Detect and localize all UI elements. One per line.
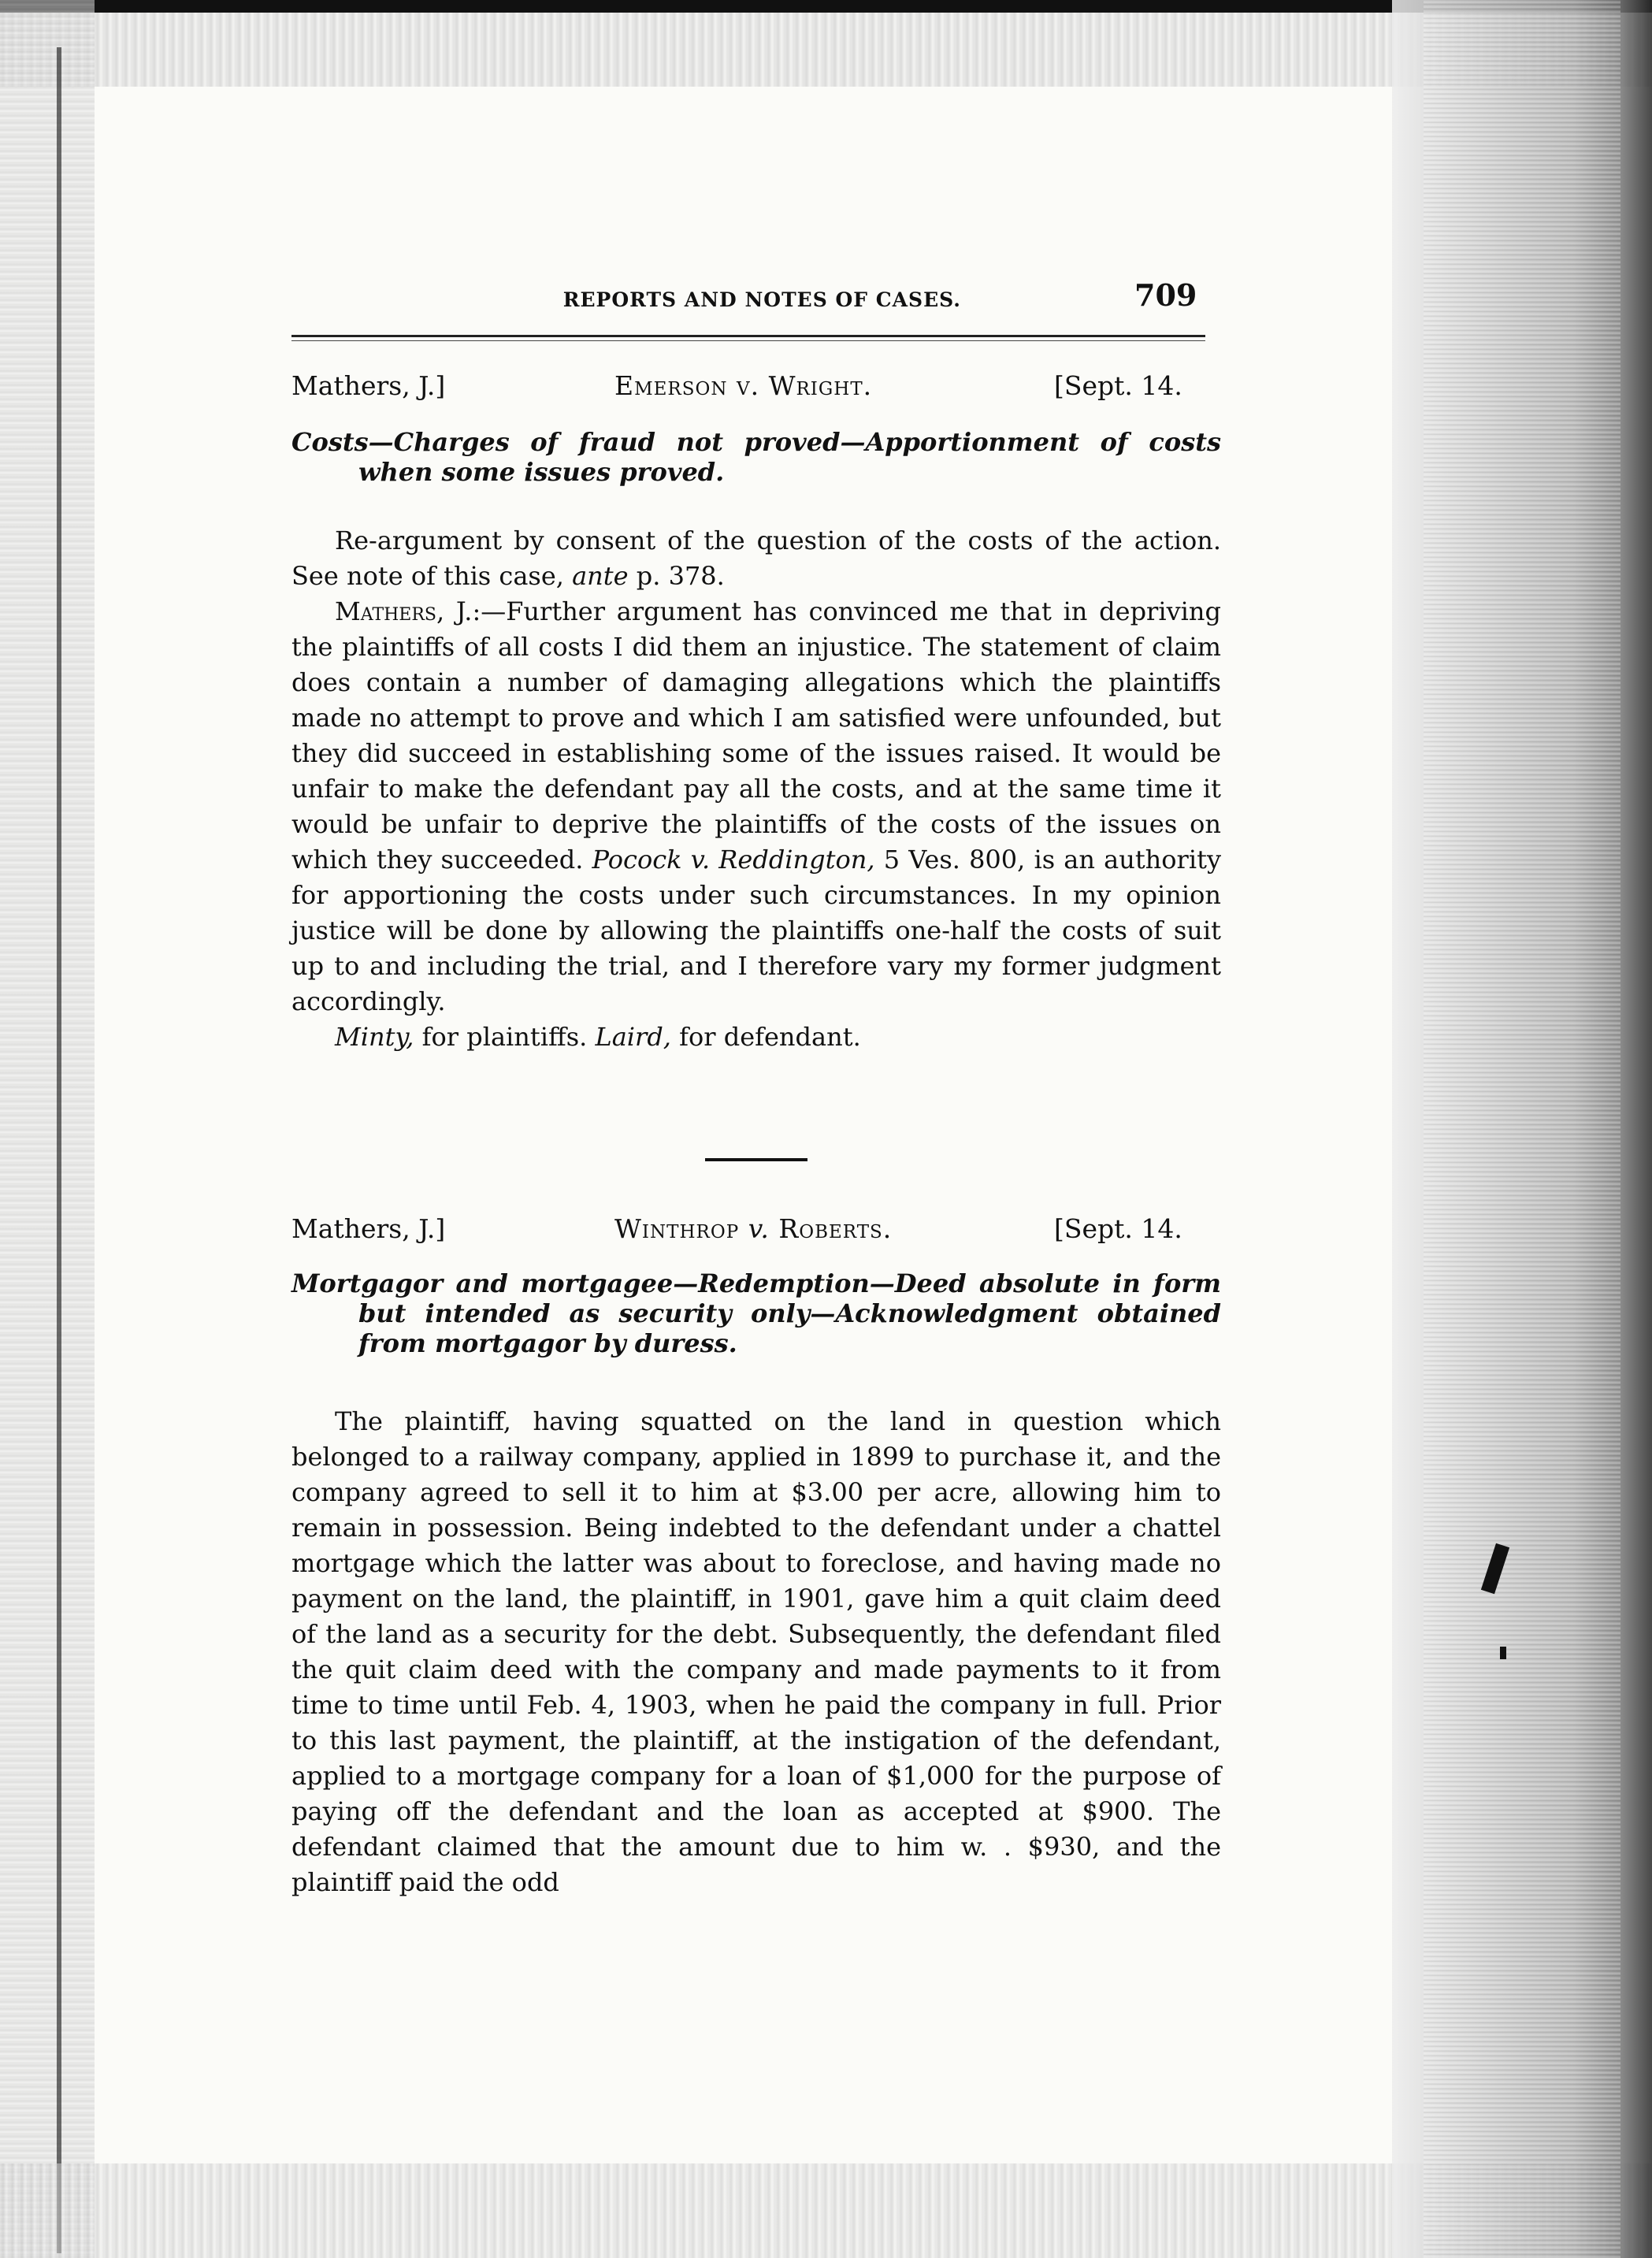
case-1-paragraph-1-text: Re-argument by consent of the question of the costs of the action. See note of this case, [291, 526, 1221, 591]
case-2-header [291, 1213, 1221, 1253]
case-1-paragraph-2-end: 5 Ves. 800, is an authority for apportioning the costs under such circumstances. In my opinion justice will be done by allowing the plaintiffs one-half the costs of suit up to and including the trial, and I therefore vary my former judgment accordingly. [291, 845, 1222, 1016]
case-1-headnote [291, 427, 1221, 487]
case-2-judge: Mathers, J.] [291, 1213, 446, 1244]
case-1-headnote-line-1: Costs—Charges of fraud not proved—Apportionment of costs [291, 427, 1221, 457]
case-2-body [291, 1404, 1221, 1900]
header-rule [291, 335, 1205, 337]
case-1-paragraph-2 [291, 594, 1221, 1019]
case-2-paragraph-1: The plaintiff, having squatted on the land in question which belonged to a railway company, applied in 1899 to purchase it, and the company agreed to sell it to him at $3.00 per acre, allowing him to remain in possession. Being indebted to the defendant under a chattel mortgage which the latter was about to foreclose, and having made no payment on the land, the plaintiff, in 1901, gave him a quit claim deed of the land as a security for the debt. Subsequently, the defendant filed the quit claim deed with the company and made payments to it from time to time until Feb. 4, 1903, when he paid the company in full. Prior to this last payment, the plaintiff, at the instigation of the defendant, applied to a mortgage company for a loan of $1,000 for the purpose of paying off the defendant and the loan as accepted at $900. The defendant claimed that the amount due to him w. . $930, and the plaintiff paid the odd [291, 1406, 1221, 1897]
case-1-paragraph-1-end: p. 378. [636, 561, 725, 591]
case-2-headnote-line-3: from mortgagor by duress. [358, 1328, 737, 1358]
cited-case: Pocock v. Reddington, [592, 845, 875, 875]
header-rule-thin [291, 340, 1205, 341]
scan-edge-left [0, 0, 95, 2258]
counsel-plaintiffs-name: Minty, [335, 1022, 414, 1052]
case-1-title: Emerson v. Wright. [614, 370, 873, 401]
case-1-body [291, 523, 1221, 1055]
ref-ante: ante [572, 561, 629, 591]
counsel-plaintiffs-role: for plaintiffs. [414, 1022, 588, 1052]
case-1-date: [Sept. 14. [1054, 370, 1182, 401]
page-number: 709 [1134, 277, 1197, 313]
scan-edge-left-line [57, 47, 61, 2253]
case-2-headnote [291, 1268, 1221, 1358]
running-title: REPORTS AND NOTES OF CASES. [562, 288, 961, 311]
scan-edge-speckle [1424, 0, 1620, 2258]
case-2-headnote-line-1: Mortgagor and mortgagee—Redemption—Deed absolute in form [291, 1268, 1221, 1298]
counsel-defendant-name: Laird, [595, 1022, 671, 1052]
case-1-judge: Mathers, J.] [291, 370, 446, 401]
running-head [291, 277, 1221, 325]
case-2-headnote-line-2: but intended as security only—Acknowledgment obtained [358, 1298, 1221, 1328]
case-1-paragraph-2-text: :—Further argument has convinced me that in depriving the plaintiffs of all costs I did them an injustice. The statement of claim does contain a number of damaging allegations which the plaintiffs made no attempt to prove and which I am satisfied were unfounded, but they did succeed in establishing some of the issues raised. It would be unfair to make the defendant pay all the costs, and at the same time it would be unfair to deprive the plaintiffs of the costs of the issues on which they succeeded. [291, 596, 1221, 875]
case-1-paragraph-1 [291, 523, 1221, 594]
counsel-defendant-role: for defendant. [670, 1022, 861, 1052]
case-1-counsel [291, 1019, 1221, 1055]
judge-name-smallcaps: Mathers, J. [335, 596, 473, 626]
margin-dot [1500, 1647, 1506, 1659]
case-1-header [291, 370, 1221, 410]
case-1-headnote-line-2: when some issues proved. [358, 457, 725, 487]
case-2-date: [Sept. 14. [1054, 1213, 1182, 1244]
case-2-party-1: Winthrop [614, 1213, 740, 1244]
case-2-party-2: Roberts. [778, 1213, 893, 1244]
case-2-title [614, 1213, 892, 1244]
case-separator [705, 1158, 807, 1161]
case-2-versus: v. [748, 1213, 770, 1244]
